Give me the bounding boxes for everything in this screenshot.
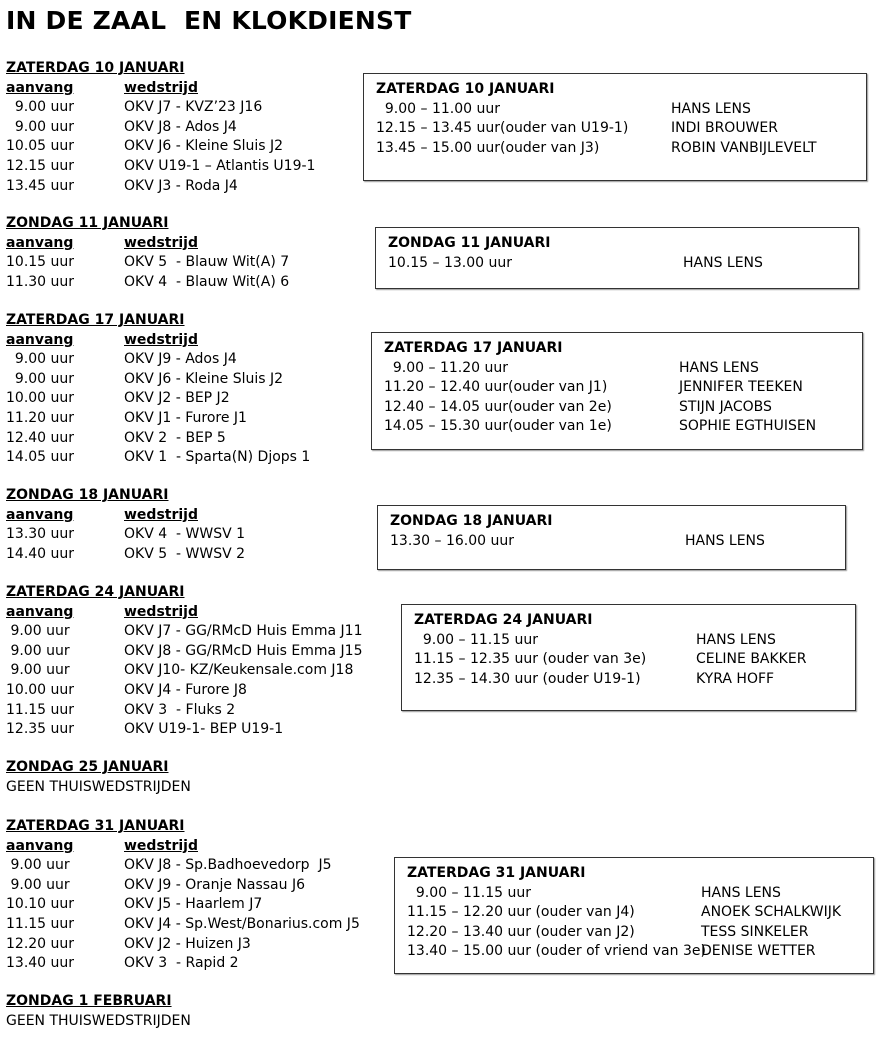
match-name: OKV J1 - Furore J1 xyxy=(124,409,247,426)
match-name: OKV J2 - Huizen J3 xyxy=(124,935,251,952)
duty-slot: 11.15 – 12.35 uur (ouder van 3e) xyxy=(414,651,647,668)
duty-row xyxy=(407,923,869,943)
duty-slot: 14.05 – 15.30 uur(ouder van 1e) xyxy=(384,418,612,435)
match-column-label: wedstrijd xyxy=(124,331,198,348)
match-row xyxy=(6,642,363,662)
duty-slot: 9.00 – 11.00 uur xyxy=(376,100,501,117)
match-time: 12.15 uur xyxy=(6,157,75,174)
duty-slot: 9.00 – 11.20 uur xyxy=(384,359,509,376)
match-column-label: wedstrijd xyxy=(124,234,198,251)
match-row xyxy=(6,350,237,370)
match-name: OKV 3 - Fluks 2 xyxy=(124,701,236,718)
match-time: 13.30 uur xyxy=(6,526,75,543)
match-time: 10.00 uur xyxy=(6,390,75,407)
match-name: OKV J9 - Oranje Nassau J6 xyxy=(124,876,305,893)
duty-heading: ZATERDAG 17 JANUARI xyxy=(384,340,563,356)
match-row xyxy=(6,273,290,293)
duty-person: TESS SINKELER xyxy=(701,923,809,940)
page-title: IN DE ZAAL EN KLOKDIENST xyxy=(6,6,412,35)
duty-row xyxy=(384,417,858,437)
duty-heading: ZONDAG 11 JANUARI xyxy=(388,235,551,251)
duty-person: HANS LENS xyxy=(671,100,751,117)
match-name: OKV J7 - GG/RMcD Huis Emma J11 xyxy=(124,623,363,640)
duty-slot: 13.30 – 16.00 uur xyxy=(390,532,515,549)
match-name: OKV J5 - Haarlem J7 xyxy=(124,896,263,913)
duty-row xyxy=(376,119,862,139)
day-section xyxy=(6,583,363,740)
match-row xyxy=(6,253,290,273)
duty-row xyxy=(407,884,869,904)
no-home-games-note: GEEN THUISWEDSTRIJDEN xyxy=(6,1012,191,1029)
match-row xyxy=(6,701,236,721)
day-heading: ZATERDAG 10 JANUARI xyxy=(6,60,185,76)
duty-person: JENNIFER TEEKEN xyxy=(679,379,803,396)
day-section xyxy=(6,486,246,564)
match-name: OKV J8 - GG/RMcD Huis Emma J15 xyxy=(124,642,363,659)
match-row xyxy=(6,118,237,138)
match-time: 12.40 uur xyxy=(6,429,75,446)
duty-heading: ZATERDAG 10 JANUARI xyxy=(376,81,555,97)
match-name: OKV J6 - Kleine Sluis J2 xyxy=(124,138,284,155)
match-time: 9.00 uur xyxy=(6,642,70,659)
match-row xyxy=(6,157,316,177)
match-time: 10.05 uur xyxy=(6,138,75,155)
duty-row xyxy=(384,398,858,418)
match-row xyxy=(6,429,226,449)
match-name: OKV J9 - Ados J4 xyxy=(124,351,237,368)
match-row xyxy=(6,370,284,390)
match-row xyxy=(6,954,239,974)
match-name: OKV J10- KZ/Keukensale.com J18 xyxy=(124,662,354,679)
duty-slot: 10.15 – 13.00 uur xyxy=(388,254,513,271)
match-time: 14.05 uur xyxy=(6,449,75,466)
match-name: OKV J3 - Roda J4 xyxy=(124,177,238,194)
duty-box xyxy=(394,857,874,974)
match-time: 11.20 uur xyxy=(6,409,75,426)
match-time: 10.00 uur xyxy=(6,681,75,698)
duty-row xyxy=(414,670,851,690)
duty-person: HANS LENS xyxy=(685,532,765,549)
start-column-label: aanvang xyxy=(6,837,74,854)
match-column-label: wedstrijd xyxy=(124,603,198,620)
start-column-label: aanvang xyxy=(6,79,74,96)
duty-row xyxy=(390,532,841,552)
match-time: 13.40 uur xyxy=(6,955,75,972)
match-column-label: wedstrijd xyxy=(124,506,198,523)
duty-slot: 9.00 – 11.15 uur xyxy=(414,631,539,648)
match-time: 9.00 uur xyxy=(6,370,75,387)
match-time: 13.45 uur xyxy=(6,177,75,194)
duty-slot: 12.15 – 13.45 uur(ouder van U19-1) xyxy=(376,120,629,137)
duty-heading: ZONDAG 18 JANUARI xyxy=(390,513,553,529)
duty-slot: 13.40 – 15.00 uur (ouder of vriend van 3e) xyxy=(407,943,706,960)
duty-person: ANOEK SCHALKWIJK xyxy=(701,904,842,921)
duty-heading: ZATERDAG 31 JANUARI xyxy=(407,865,586,881)
duty-slot: 12.20 – 13.40 uur (ouder van J2) xyxy=(407,923,635,940)
duty-person: KYRA HOFF xyxy=(696,670,775,687)
day-heading: ZATERDAG 31 JANUARI xyxy=(6,818,185,834)
day-heading: ZONDAG 25 JANUARI xyxy=(6,759,169,775)
duty-row xyxy=(407,942,869,962)
duty-box xyxy=(377,505,846,570)
match-name: OKV J6 - Kleine Sluis J2 xyxy=(124,370,284,387)
match-name: OKV J7 - KVZ’23 J16 xyxy=(124,99,263,116)
match-time: 12.20 uur xyxy=(6,935,75,952)
no-home-games-note: GEEN THUISWEDSTRIJDEN xyxy=(6,778,191,795)
day-section xyxy=(6,992,191,1031)
day-section xyxy=(6,817,360,974)
match-time: 9.00 uur xyxy=(6,876,70,893)
start-column-label: aanvang xyxy=(6,331,74,348)
day-section xyxy=(6,214,290,292)
duty-slot: 12.35 – 14.30 uur (ouder U19-1) xyxy=(414,670,641,687)
match-name: OKV J8 - Ados J4 xyxy=(124,118,237,135)
match-name: OKV J2 - BEP J2 xyxy=(124,390,230,407)
duty-slot: 11.20 – 12.40 uur(ouder van J1) xyxy=(384,379,608,396)
duty-row xyxy=(376,139,862,159)
match-name: OKV J8 - Sp.Badhoevedorp J5 xyxy=(124,857,332,874)
column-header xyxy=(6,234,198,254)
duty-row xyxy=(414,650,851,670)
match-row xyxy=(6,409,247,429)
duty-box xyxy=(375,227,859,289)
match-time: 10.10 uur xyxy=(6,896,75,913)
match-time: 11.15 uur xyxy=(6,701,75,718)
column-header xyxy=(6,603,198,623)
day-section xyxy=(6,311,311,468)
duty-slot: 13.45 – 15.00 uur(ouder van J3) xyxy=(376,139,600,156)
match-time: 9.00 uur xyxy=(6,662,70,679)
column-header xyxy=(6,506,198,526)
match-time: 9.00 uur xyxy=(6,857,70,874)
match-time: 12.35 uur xyxy=(6,721,75,738)
duty-person: HANS LENS xyxy=(683,254,763,271)
duty-person: CELINE BAKKER xyxy=(696,651,807,668)
column-header xyxy=(6,79,198,99)
match-row xyxy=(6,915,360,935)
duty-row xyxy=(376,100,862,120)
duty-row xyxy=(407,903,869,923)
match-name: OKV 3 - Rapid 2 xyxy=(124,955,239,972)
duty-box xyxy=(363,73,867,181)
column-header xyxy=(6,331,198,351)
match-row xyxy=(6,448,311,468)
duty-row xyxy=(384,378,858,398)
day-section xyxy=(6,59,316,196)
duty-person: HANS LENS xyxy=(701,884,781,901)
match-row xyxy=(6,661,354,681)
match-row xyxy=(6,895,263,915)
duty-person: HANS LENS xyxy=(696,631,776,648)
duty-slot: 11.15 – 12.20 uur (ouder van J4) xyxy=(407,904,635,921)
day-heading: ZONDAG 1 FEBRUARI xyxy=(6,993,172,1009)
match-row xyxy=(6,98,263,118)
match-column-label: wedstrijd xyxy=(124,79,198,96)
duty-person: ROBIN VANBIJLEVELT xyxy=(671,139,817,156)
match-row xyxy=(6,622,363,642)
match-row xyxy=(6,389,230,409)
match-row xyxy=(6,545,246,565)
duty-box xyxy=(371,332,863,450)
match-name: OKV 4 - WWSV 1 xyxy=(124,526,246,543)
match-name: OKV 5 - Blauw Wit(A) 7 xyxy=(124,254,290,271)
day-heading: ZONDAG 18 JANUARI xyxy=(6,487,169,503)
match-row xyxy=(6,177,238,197)
match-name: OKV U19-1 – Atlantis U19-1 xyxy=(124,157,316,174)
match-row xyxy=(6,525,246,545)
match-time: 11.30 uur xyxy=(6,273,75,290)
duty-person: DENISE WETTER xyxy=(701,943,816,960)
match-time: 11.15 uur xyxy=(6,915,75,932)
match-row xyxy=(6,137,284,157)
match-time: 9.00 uur xyxy=(6,99,75,116)
duty-slot: 12.40 – 14.05 uur(ouder van 2e) xyxy=(384,398,612,415)
match-name: OKV 4 - Blauw Wit(A) 6 xyxy=(124,273,290,290)
match-name: OKV U19-1- BEP U19-1 xyxy=(124,721,284,738)
match-time: 9.00 uur xyxy=(6,623,70,640)
match-time: 9.00 uur xyxy=(6,118,75,135)
match-row xyxy=(6,856,332,876)
day-heading: ZONDAG 11 JANUARI xyxy=(6,215,169,231)
duty-row xyxy=(384,359,858,379)
match-time: 9.00 uur xyxy=(6,351,75,368)
match-name: OKV J4 - Furore J8 xyxy=(124,681,247,698)
start-column-label: aanvang xyxy=(6,603,74,620)
day-heading: ZATERDAG 24 JANUARI xyxy=(6,584,185,600)
duty-box xyxy=(401,604,856,711)
match-name: OKV 2 - BEP 5 xyxy=(124,429,226,446)
match-row xyxy=(6,681,247,701)
duty-row xyxy=(414,631,851,651)
duty-person: HANS LENS xyxy=(679,359,759,376)
column-header xyxy=(6,837,198,857)
day-section xyxy=(6,758,191,797)
duty-person: SOPHIE EGTHUISEN xyxy=(679,418,817,435)
match-time: 14.40 uur xyxy=(6,545,75,562)
duty-person: INDI BROUWER xyxy=(671,120,778,137)
match-name: OKV J4 - Sp.West/Bonarius.com J5 xyxy=(124,915,360,932)
duty-person: STIJN JACOBS xyxy=(679,398,772,415)
match-time: 10.15 uur xyxy=(6,254,75,271)
start-column-label: aanvang xyxy=(6,506,74,523)
match-column-label: wedstrijd xyxy=(124,837,198,854)
match-name: OKV 5 - WWSV 2 xyxy=(124,545,246,562)
match-row xyxy=(6,876,305,896)
match-row xyxy=(6,720,284,740)
duty-slot: 9.00 – 11.15 uur xyxy=(407,884,532,901)
duty-heading: ZATERDAG 24 JANUARI xyxy=(414,612,593,628)
match-row xyxy=(6,935,251,955)
match-name: OKV 1 - Sparta(N) Djops 1 xyxy=(124,449,311,466)
duty-row xyxy=(388,254,854,274)
day-heading: ZATERDAG 17 JANUARI xyxy=(6,312,185,328)
start-column-label: aanvang xyxy=(6,234,74,251)
